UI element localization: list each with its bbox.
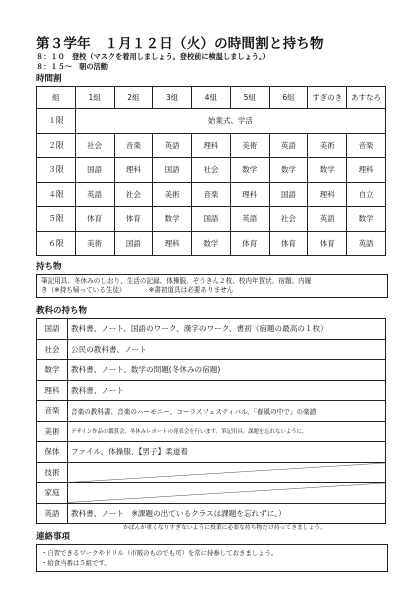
- subject-row: [37, 462, 386, 483]
- subject-name: 音楽: [37, 401, 68, 422]
- subject-cell: 国語: [114, 231, 153, 256]
- subject-cell: 国語: [75, 158, 114, 183]
- timetable-row: [37, 231, 386, 256]
- subject-items: ファイル、体操服、【男子】柔道着: [68, 442, 386, 463]
- period-label: ３限: [37, 158, 76, 183]
- period-label: ５限: [37, 207, 76, 232]
- subject-cell: 音楽: [192, 182, 231, 207]
- class-header: 6組: [269, 87, 308, 109]
- contact-heading: 連絡事項: [36, 532, 71, 542]
- subject-items: 教科書、ノート ※課題の出ているクラスは課題を忘れずに。）: [68, 503, 386, 524]
- class-header: 5組: [230, 87, 269, 109]
- subject-row: [37, 360, 386, 381]
- corner-cell: 組: [37, 87, 76, 109]
- subject-name: 保体: [37, 442, 68, 463]
- timetable-row: [37, 182, 386, 207]
- subject-cell: 体育: [308, 231, 347, 256]
- contact-item: ・給食当番は５組です。: [41, 559, 111, 567]
- belongings-line: き（※持ち帰っている生徒） ※書初道具は必要ありません: [41, 286, 234, 294]
- document-page: [36, 36, 386, 572]
- contact-box: [36, 544, 388, 572]
- timetable-row: [37, 207, 386, 232]
- subject-cell: 理科: [153, 231, 192, 256]
- subject-row: [37, 483, 386, 504]
- subject-items: 音楽の教科書、音楽のハーモニー、コーラスフェスティバル、「春風の中で」の楽譜: [68, 401, 386, 422]
- subject-cell: 数学: [192, 231, 231, 256]
- subject-cell: 音楽: [347, 133, 386, 158]
- subject-items-empty: [68, 483, 386, 504]
- ceremony-cell: 始業式、学活: [75, 109, 385, 134]
- schedule-line-morning: ８：１５～ 朝の活動: [36, 61, 108, 71]
- subject-name: 社会: [37, 339, 68, 360]
- subject-cell: 社会: [75, 133, 114, 158]
- period-label: １限: [37, 109, 76, 134]
- subject-name: 国語: [37, 319, 68, 340]
- timetable-row: [37, 133, 386, 158]
- subject-name: 理科: [37, 380, 68, 401]
- subject-cell: 国語: [153, 158, 192, 183]
- subject-items: 教科書、ノート: [68, 380, 386, 401]
- subject-cell: 英語: [269, 133, 308, 158]
- subject-row: [37, 319, 386, 340]
- bag-note: かばんが重くなりすぎないように授業に必要な持ち物だけ持ってきましょう。: [123, 525, 326, 531]
- subject-items: 教科書、ノート、国語のワーク、漢字のワーク、書初（宿題の最高の１枚）: [68, 319, 386, 340]
- class-header: 3組: [153, 87, 192, 109]
- subject-cell: 英語: [230, 207, 269, 232]
- subject-cell: 数学: [230, 158, 269, 183]
- subject-cell: 理科: [192, 133, 231, 158]
- timetable-heading: 時間割: [36, 74, 62, 84]
- belongings-box: [36, 274, 388, 298]
- schedule-line-arrival: ８：１０ 登校（マスクを着用しましょう。登校前に検温しましょう。）: [36, 52, 270, 61]
- subject-cell: 自立: [347, 182, 386, 207]
- belongings-heading: 持ち物: [36, 262, 62, 272]
- subject-row: [37, 421, 386, 442]
- belongings-line: 筆記用具、冬休みのしおり、生活の記録、体操服、ぞうきん２枚、校内年賀状、宿題、内履: [41, 277, 312, 285]
- timetable: [36, 86, 386, 256]
- class-header: 1組: [75, 87, 114, 109]
- subject-cell: 美術: [75, 231, 114, 256]
- class-header: 2組: [114, 87, 153, 109]
- subject-cell: 国語: [269, 182, 308, 207]
- subject-cell: 数学: [153, 207, 192, 232]
- subject-items-heading: 教科の持ち物: [36, 306, 88, 316]
- timetable-header-row: [37, 87, 386, 109]
- subject-items: 教科書、ノート、数学の問題(冬休みの宿題): [68, 360, 386, 381]
- subject-name: 技術: [37, 462, 68, 483]
- subject-items-empty: [68, 462, 386, 483]
- contact-item: ・自習できるワークやドリル（市販のものでも可）を常に持参しておきましょう。: [41, 549, 278, 557]
- subject-name: 家庭: [37, 483, 68, 504]
- subject-items-table: [36, 318, 386, 524]
- subject-cell: 数学: [308, 158, 347, 183]
- subject-cell: 英語: [153, 133, 192, 158]
- subject-row: [37, 339, 386, 360]
- subject-cell: 体育: [114, 207, 153, 232]
- subject-name: 数学: [37, 360, 68, 381]
- subject-cell: 理科: [308, 182, 347, 207]
- timetable-row: [37, 109, 386, 134]
- subject-row: [37, 442, 386, 463]
- subject-name: 英語: [37, 503, 68, 524]
- subject-cell: 社会: [114, 182, 153, 207]
- subject-cell: 数学: [269, 158, 308, 183]
- subject-cell: 美術: [230, 133, 269, 158]
- subject-cell: 理科: [114, 158, 153, 183]
- subject-cell: 体育: [230, 231, 269, 256]
- period-label: ６限: [37, 231, 76, 256]
- subject-cell: 数学: [347, 207, 386, 232]
- subject-cell: 国語: [192, 207, 231, 232]
- timetable-row: [37, 158, 386, 183]
- subject-row: [37, 503, 386, 524]
- subject-row: [37, 401, 386, 422]
- subject-cell: 社会: [269, 207, 308, 232]
- subject-row: [37, 380, 386, 401]
- subject-cell: 美術: [308, 133, 347, 158]
- subject-cell: 英語: [75, 182, 114, 207]
- subject-items: デザイン作品の鑑賞会、冬休みレポートの発表会を行います。筆記用具、課題を忘れないように。: [68, 421, 386, 442]
- subject-name: 美術: [37, 421, 68, 442]
- strikethrough-line: [68, 483, 385, 503]
- class-header: あすなろ: [347, 87, 386, 109]
- subject-cell: 美術: [153, 182, 192, 207]
- subject-cell: 英語: [308, 207, 347, 232]
- class-header: 4組: [192, 87, 231, 109]
- period-label: ２限: [37, 133, 76, 158]
- subject-items: 公民の教科書、ノート: [68, 339, 386, 360]
- subject-cell: 理科: [230, 182, 269, 207]
- subject-cell: 社会: [192, 158, 231, 183]
- subject-cell: 体育: [269, 231, 308, 256]
- subject-cell: 音楽: [114, 133, 153, 158]
- page-title: 第３学年 １月１２日（火）の時間割と持ち物: [36, 36, 324, 52]
- period-label: ４限: [37, 182, 76, 207]
- class-header: すぎのき: [308, 87, 347, 109]
- subject-cell: 理科: [347, 158, 386, 183]
- subject-cell: 体育: [75, 207, 114, 232]
- subject-cell: 英語: [347, 231, 386, 256]
- strikethrough-line: [68, 463, 385, 483]
